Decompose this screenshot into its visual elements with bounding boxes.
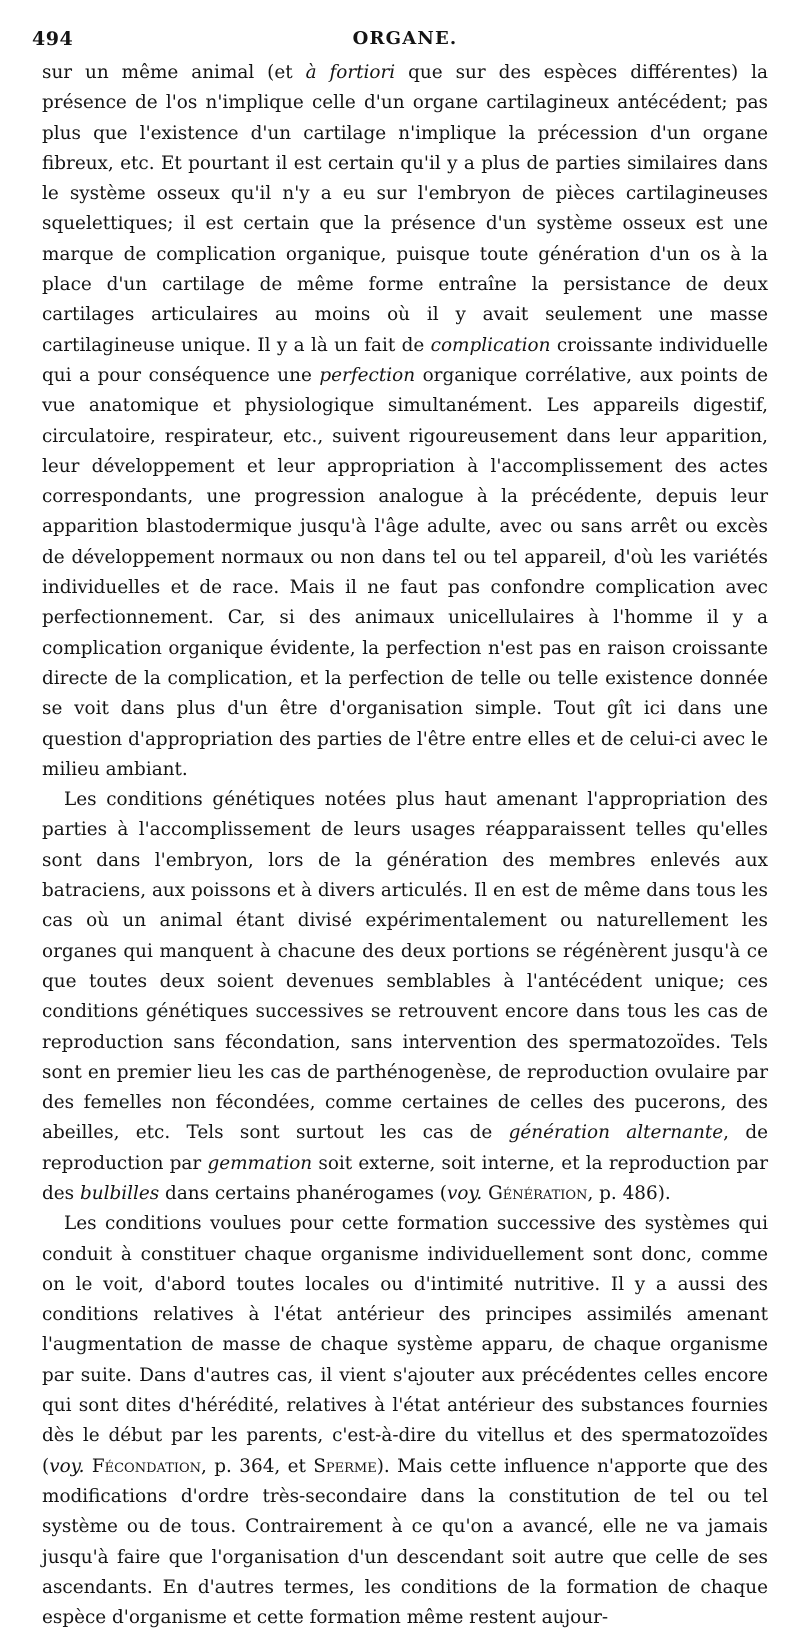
italic-term: à fortiori	[305, 62, 396, 83]
cross-reference: Fécondation	[91, 1455, 202, 1477]
running-title: ORGANE.	[352, 28, 458, 49]
italic-term: perfection	[319, 364, 416, 386]
text-run: soit externe, soit interne, et la reproduction par des	[42, 1152, 769, 1204]
italic-term: gemmation	[207, 1152, 313, 1174]
paragraph	[42, 785, 768, 1209]
page-header	[32, 28, 768, 58]
text-run: , p. 364, et	[201, 1455, 314, 1477]
italic-term: complication	[430, 334, 551, 356]
text-run: Les conditions génétiques notées plus haut amenant l'appropriation des parties à l'accomplissement de leurs usages réapparaissent telles qu'elles sont dans l'embryon, lors de la génération des membres enlevés aux batraciens, aux poissons et à divers articulés. Il en est de même dans tous les cas où un animal étant divisé expérimentalement ou naturellement les organes qui manquent à chacune des deux portions se régénèrent jusqu'à ce que toutes deux soient devenues semblables à l'antécédent unique; ces conditions génétiques successives se retrouvent encore dans tous les cas de reproduction sans fécondation, sans intervention des spermatozoïdes. Tels sont en premier lieu les cas de parthénogenèse, de reproduction ovulaire par des femelles non fécondées, comme certaines de celles des pucerons, des abeilles, etc. Tels sont surtout les cas de	[42, 789, 768, 1144]
text-run	[84, 1456, 91, 1477]
italic-term: voy.	[446, 1182, 483, 1204]
book-page	[32, 28, 769, 1633]
text-run: sur un même animal (et	[42, 62, 306, 83]
cross-reference: Génération	[488, 1182, 588, 1204]
paragraph	[42, 58, 768, 785]
paragraph	[42, 1209, 768, 1633]
text-run: , p. 486).	[587, 1182, 671, 1204]
page-number: 494	[32, 28, 74, 50]
text-run: croissante individuelle qui a pour conséquence une	[42, 334, 768, 386]
text-run: Les conditions voulues pour cette formation successive des systèmes qui conduit à constituer chaque organisme individuellement sont donc, comme on le voit, d'abord toutes locales ou d'intimité nutritive. Il y a aussi des conditions relatives à l'état antérieur des principes assimilés amenant l'augmentation de masse de chaque système apparu, de chaque organisme par suite. Dans d'autres cas, il vient s'ajouter aux précédentes celles encore qui sont dites d'hérédité, relatives à l'état antérieur des substances fournies dès le début par les parents, c'est-à-dire du vitellus et des spermatozoïdes (	[42, 1213, 768, 1477]
text-run: , de reproduction par	[42, 1122, 768, 1174]
text-run: que sur des espèces différentes) la présence de l'os n'implique celle d'un organe cartilagineux antécédent; pas plus que l'existence d'un cartilage n'implique la précession d'un organe fibreux, etc. Et pourtant il est certain qu'il y a plus de parties similaires dans le système osseux qu'il n'y a eu sur l'embryon de pièces cartilagineuses squelettiques; il est certain que la présence d'un système osseux est une marque de complication organique, puisque toute génération d'un os à la place d'un cartilage de même forme entraîne la persistance de deux cartilages articulaires au moins où il y avait seulement une masse cartilagineuse unique. Il y a là un fait de	[42, 62, 769, 356]
text-run: organique corrélative, aux points de vue anatomique et physiologique simultanément. Les appareils digestif, circulatoire, respirateur, etc., suivent rigoureusement dans leur apparition, leur développement et leur appropriation à l'accomplissement des actes correspondants, une progression analogue à la précédente, depuis leur apparition blastodermique jusqu'à l'âge adulte, avec ou sans arrêt ou excès de développement normaux ou non dans tel ou tel appareil, d'où les variétés individuelles et de race. Mais il ne faut pas confondre complication avec perfectionnement. Car, si des animaux unicellulaires à l'homme il y a complication organique évidente, la perfection n'est pas en raison croissante directe de la complication, et la perfection de telle ou telle existence donnée se voit dans plus d'un être d'organisation simple. Tout gît ici dans une question d'appropriation des parties de l'être entre elles et de celui-ci avec le milieu ambiant.	[42, 364, 768, 780]
body-text	[42, 58, 768, 1633]
text-run: ). Mais cette influence n'apporte que des modifications d'ordre très-secondaire dans la constitution de tel ou tel système ou de tous. Contrairement à ce qu'on a avancé, elle ne va jamais jusqu'à faire que l'organisation d'un descendant soit autre que celle de ses ascendants. En d'autres termes, les conditions de la formation de chaque espèce d'organisme et cette formation même restent aujour-	[42, 1455, 768, 1629]
text-run: dans certains phanérogames (	[159, 1182, 447, 1204]
italic-term: génération alternante	[508, 1122, 724, 1144]
italic-term: bulbilles	[79, 1182, 160, 1204]
italic-term: voy.	[49, 1455, 85, 1477]
cross-reference: Sperme	[313, 1455, 377, 1477]
